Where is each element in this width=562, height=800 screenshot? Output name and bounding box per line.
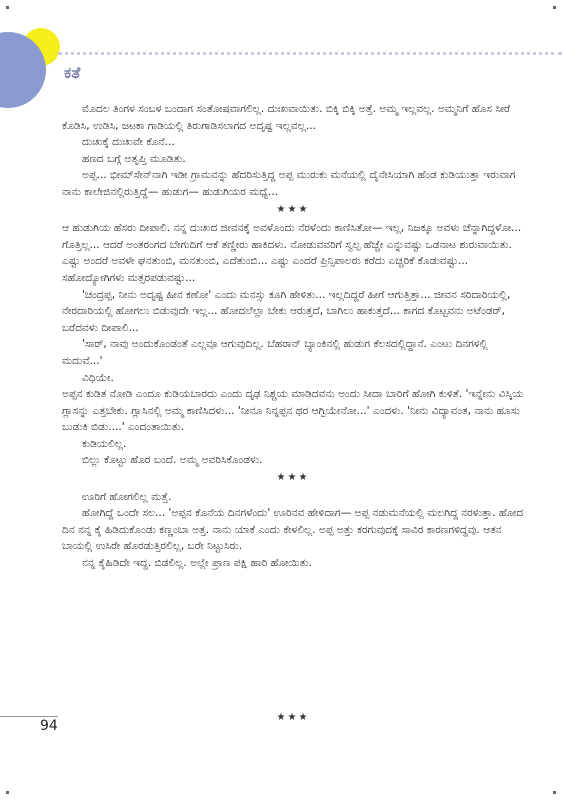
story-body [62, 101, 524, 572]
paragraph: ಊರಿಗೆ ಹೋಗಲಿಲ್ಲ ಮತ್ತೆ. [82, 490, 172, 503]
crop-mark [553, 6, 556, 9]
paragraph: ಕುಡಿಯಲಿಲ್ಲ. [82, 437, 127, 450]
paragraph: ಹೋಗಿದ್ದೆ ಒಂದೇ ಸಲ... 'ಅಪ್ಪನ ಕೊನೆಯ ದಿನಗಳೆಂದು' ಊರಿನವ ಹೇಳಿದಾಗ— ಅಪ್ಪ ನಡುಮನೆಯಲ್ಲಿ ಮಲಗಿದ್ದ ನರಳುತ್ತಾ. ಹೋದ ದಿನ ನನ್ನ ಕೈ ಹಿಡಿದುಕೊಂಡು ಕಣ್ಣಂಬಾ ಅತ್ತ. ನಾನು ಯಾಕೆ ಎಂದು ಕೇಳಲಿಲ್ಲ. ಅಪ್ಪ ಅತ್ತು ಕರಗುವುದಕ್ಕೆ ಸಾವಿರ ಕಾರಣಗಳಿದ್ದವು. ಆತನ ಬಾಯಲ್ಲಿ ಉಸಿರೇ ಹೊರಡುತ್ತಿರಲಿಲ್ಲ, ಬರೇ ನಿಟ್ಟುಸಿರು. [62, 507, 524, 553]
dotted-header-rule [58, 52, 562, 55]
paragraph: ಬಿಲ್ಲು ಕೊಟ್ಟು ಹೊರ ಬಂದೆ. ಅಮ್ಮ ಅವರಿಸಿಕೊಂಡಳು. [82, 454, 263, 467]
paragraph: ಆ ಹುಡುಗಿಯ ಹೆಸರು ದೀಪಾಲಿ. ನನ್ನ ದುಃಖದ ಜೀವನಕ್ಕೆ ಅವಳೊಂದು ನೆರಳೆಂದು ಕಾಣಿಸಿತೋ— ಇಲ್ಲ, ನಿಜಕ್ಕೂ ಅವಳು ಚೆನ್ನಾಗಿದ್ದಳೋ... ಗೊತ್ತಿಲ್ಲ... ಆದರೆ ಅಂತರಂಗದ ಬೇಗುದಿಗೆ ಆಕೆ ತಣ್ಣೀರು ಹಾಕಿದಳು. ನೋಡುವವರಿಗೆ ಸ್ವಲ್ಪ ಹೆಚ್ಚೇ ಎನ್ನುವಷ್ಟು ಒಡನಾಟ ಶುರುವಾಯಿತು. ಎಷ್ಟು ಅಂದರೆ ಅವಳೇ ಘನತುಂಬಿ, ಮನತುಂಬಿ, ಎದೆತುಂಬಿ... ಎಷ್ಟು ಎಂದರೆ ಪ್ರಿನ್ಸಿಪಾಲರು ಕರೆದು ಎಚ್ಚರಿಕೆ ಕೊಡುವಷ್ಟು... ಸಹೋದ್ಯೋಗಿಗಳು ಮತ್ಸರಪಡುವಷ್ಟು... [62, 222, 522, 284]
paragraph: 'ಸಾರ್, ನಾವು ಅಂದುಕೊಂಡಂತೆ ಎಲ್ಲವೂ ಆಗುವುದಿಲ್ಲ. ಬೆಹರಾನ್ ಬ್ಯಾಂಕಿನಲ್ಲಿ ಹುಡುಗ ಕೆಲಸದಲ್ಲಿದ್ದಾನೆ. ಎಂಟು ದಿನಗಳಲ್ಲಿ ಮದುವೆ...' [62, 338, 488, 367]
paragraph: ಅಪ್ಪನ ಕುಡಿತ ನೋಡಿ ಎಂದೂ ಕುಡಿಯಬಾರದು ಎಂದು ದೃಢ ನಿಶ್ಚಯ ಮಾಡಿದವನು ಅಂದು ಸೀದಾ ಬಾರಿಗೆ ಹೋಗಿ ಕುಳಿತೆ. 'ಇನ್ನೇನು ವಿಸ್ಕಿಯ ಗ್ಲಾಸನ್ನು ಎತ್ತಬೇಕು. ಗ್ಲಾಸಿನಲ್ಲಿ ಅಮ್ಮ ಕಾಣಿಸಿದಳು... 'ನೀನೂ ನಿನ್ನಪ್ಪನ ಥರ ಆಗ್ಬಿಯೇನೋ...' ಎಂದಳು. 'ನೀನು ವಿದ್ಯಾವಂತ, ನಾನು ಹೂಸು ಬುಡುಕಿ ಬಿಡು....' ಎಂದಂತಾಯಿತು. [62, 388, 524, 434]
section-break-stars: ★★★ [276, 203, 310, 215]
section-label: ಕತೆ [64, 63, 81, 82]
page-number-rule [0, 716, 58, 717]
paragraph: ವಿಧಿಯೇ. [82, 371, 114, 384]
paragraph: ಮೊದಲ ತಿಂಗಳ ಸಂಬಳ ಬಂದಾಗ ಸಂತೋಷವಾಗಲಿಲ್ಲ. ದುಃಖವಾಯಿತು. ಬಿಕ್ಕಿ ಬಿಕ್ಕಿ ಅತ್ತೆ. ಅಮ್ಮ ಇಲ್ಲವಲ್ಲ. ಅಮ್ಮನಿಗೆ ಹೊಸ ಸೀರೆ ಕೊಡಿಸಿ, ಉಡಿಸಿ, ಜಟಕಾ ಗಾಡಿಯಲ್ಲಿ ತಿರುಗಾಡಿಸಲಾಗದ ಅದೃಷ್ಟ ಇಲ್ಲವಲ್ಲ... [62, 103, 511, 132]
crop-mark [6, 791, 9, 794]
paragraph: ನನ್ನ ಕೈಹಿಡಿದೇ ಇದ್ದ. ಬಿಡಲಿಲ್ಲ. ಅಲ್ಲೇ ಪ್ರಾಣ ಪಕ್ಷಿ ಹಾರಿ ಹೋಯಿತು. [82, 557, 313, 570]
paragraph: ಹಣದ ಬಗ್ಗೆ ಅತೃಪ್ತಿ ಮೂಡಿತು. [82, 152, 186, 165]
section-break-stars: ★★★ [276, 712, 310, 723]
page-number: 94 [40, 718, 58, 734]
paragraph: ಅಪ್ಪ... ಭೀಮ್‌ಸೇನ್‌ನಾಗಿ ಇಡೀ ಗ್ರಾಮವನ್ನು ಹೆದರಿಸುತ್ತಿದ್ದ ಅಪ್ಪ ಮುರುಕು ಮನೆಯಲ್ಲಿ ದೈನೇಸಿಯಾಗಿ ಹೆಂಡ ಕುಡಿಯುತ್ತಾ ಇರುವಾಗ ನಾನು ಕಾಲೇಜಿನಲ್ಲಿರುತ್ತಿದ್ದೆ— ಹುಡುಗ— ಹುಡುಗಿಯರ ಮಧ್ಯೆ... [62, 169, 516, 198]
crop-mark [6, 6, 9, 9]
paragraph: ದುಃಖಕ್ಕೆ ದುಃಖವೇ ಕೊನೆ... [82, 136, 175, 149]
paragraph: 'ಚಂದ್ರಪ್ಪ, ನೀನು ಅದೃಷ್ಟ ಹೀನ ಕಣೋ' ಎಂದು ಮನಸ್ಸು ಕೂಗಿ ಹೇಳಿತು... ಇಲ್ಲದಿದ್ದರೆ ಹೀಗೆ ಆಗುತ್ತಿತ್ತಾ... ಜೀವನ ಸರಿದಾರಿಯಲ್ಲಿ, ನೇರದಾರಿಯಲ್ಲಿ ಹೋಗಲು ಬಿಡುವುದೇ ಇಲ್ಲ... ಹೋದಲೆಲ್ಲಾ ಬೇಕು ಆರುತ್ತದೆ, ಬಾಗಿಲು ಹಾಕುತ್ತದೆ... ಕಾಗದ ಕೊಟ್ಟವನು ಅಟೆಂಡರ್, ಬರೆದವಳು ದೀಪಾಲಿ... [62, 288, 511, 334]
crop-mark [553, 791, 556, 794]
section-break-stars: ★★★ [276, 472, 310, 484]
